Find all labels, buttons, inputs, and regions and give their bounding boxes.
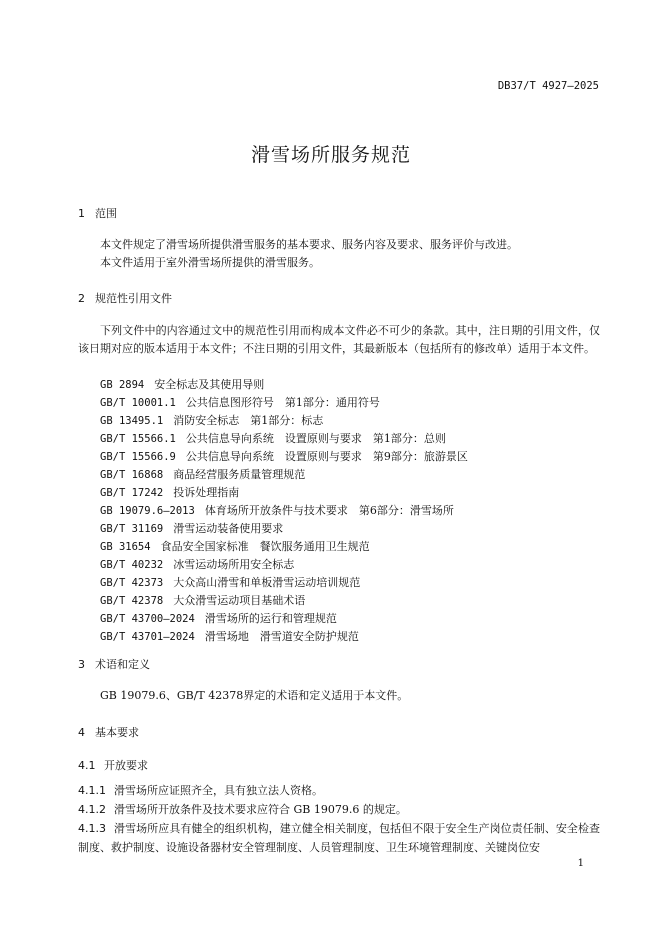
- clause-text: 滑雪场所开放条件及技术要求应符合 GB 19079.6 的规定。: [114, 803, 407, 816]
- reference-item: [100, 556, 294, 572]
- reference-item: [100, 466, 305, 482]
- scope-paragraph-1: 本文件规定了滑雪场所提供滑雪服务的基本要求、服务内容及要求、服务评价与改进。: [100, 238, 518, 251]
- clause-number: 4.1.2: [78, 803, 106, 816]
- reference-title: 投诉处理指南: [173, 486, 240, 499]
- reference-title: 滑雪场所的运行和管理规范: [204, 612, 337, 625]
- reference-title: 消防安全标志 第1部分：标志: [173, 414, 324, 427]
- reference-title: 体育场所开放条件与技术要求 第6部分：滑雪场所: [204, 504, 454, 517]
- section-1-heading: [78, 205, 117, 221]
- section-number: 1: [78, 207, 85, 220]
- clause-text: 滑雪场所应具有健全的组织机构，建立健全相关制度，包括但不限于安全生产岗位责任制、安全检查制度、救护制度、设施设备器材安全管理制度、人员管理制度、卫生环境管理制度、关键岗位安: [78, 822, 600, 854]
- standard-code: DB37/T 4927—2025: [497, 80, 599, 92]
- reference-code: GB/T 43701—2024: [100, 631, 195, 643]
- section-title: 术语和定义: [95, 658, 150, 671]
- reference-title: 大众滑雪运动项目基础术语: [173, 594, 306, 607]
- section-title: 规范性引用文件: [95, 292, 172, 305]
- reference-item: [100, 502, 454, 518]
- reference-code: GB/T 15566.1: [100, 433, 176, 445]
- section-4-heading: [78, 724, 139, 740]
- terms-paragraph: GB 19079.6、GB/T 42378界定的术语和定义适用于本文件。: [100, 689, 409, 702]
- clause-4-1-1: [78, 781, 600, 800]
- clause-number: 4.1.1: [78, 784, 106, 797]
- reference-item: [100, 412, 323, 428]
- section-title: 范围: [95, 207, 117, 220]
- section-3-heading: [78, 656, 150, 672]
- reference-code: GB 19079.6—2013: [100, 505, 195, 517]
- section-number: 4: [78, 726, 85, 739]
- reference-title: 大众高山滑雪和单板滑雪运动培训规范: [173, 576, 361, 589]
- references-intro: 下列文件中的内容通过文中的规范性引用而构成本文件必不可少的条款。其中，注日期的引用文件，仅该日期对应的版本适用于本文件；不注日期的引用文件，其最新版本（包括所有的修改单）适用于本文件。: [78, 324, 600, 355]
- reference-title: 商品经营服务质量管理规范: [173, 468, 306, 481]
- subsection-4-1-heading: [78, 757, 148, 773]
- reference-title: 冰雪运动场所用安全标志: [173, 558, 295, 571]
- reference-code: GB/T 17242: [100, 487, 164, 499]
- section-number: 3: [78, 658, 85, 671]
- reference-code: GB/T 31169: [100, 523, 164, 535]
- clause-number: 4.1.3: [78, 822, 106, 835]
- reference-code: GB/T 43700—2024: [100, 613, 195, 625]
- reference-code: GB 2894: [100, 379, 145, 391]
- reference-item: [100, 394, 380, 410]
- reference-title: 安全标志及其使用导则: [154, 378, 265, 391]
- reference-item: [100, 520, 283, 536]
- reference-code: GB/T 42378: [100, 595, 164, 607]
- reference-item: [100, 592, 305, 608]
- reference-item: [100, 628, 359, 644]
- reference-title: 公共信息导向系统 设置原则与要求 第9部分：旅游景区: [185, 450, 468, 463]
- reference-item: [100, 484, 239, 500]
- reference-title: 滑雪场地 滑雪道安全防护规范: [204, 630, 359, 643]
- reference-code: GB/T 10001.1: [100, 397, 176, 409]
- scope-paragraph-2: 本文件适用于室外滑雪场所提供的滑雪服务。: [100, 256, 320, 269]
- reference-item: [100, 430, 446, 446]
- section-2-heading: [78, 290, 172, 306]
- reference-code: GB 31654: [100, 541, 151, 553]
- clause-text: 滑雪场所应证照齐全，具有独立法人资格。: [114, 784, 323, 797]
- document-title: 滑雪场所服务规范: [250, 144, 411, 166]
- subsection-title: 开放要求: [104, 759, 148, 772]
- clause-4-1-3: [78, 819, 600, 857]
- section-number: 2: [78, 292, 85, 305]
- clause-4-1-2: [78, 800, 600, 819]
- reference-code: GB/T 42373: [100, 577, 164, 589]
- reference-title: 食品安全国家标准 餐饮服务通用卫生规范: [160, 540, 370, 553]
- subsection-number: 4.1: [78, 759, 96, 772]
- reference-item: [100, 610, 337, 626]
- reference-code: GB/T 15566.9: [100, 451, 176, 463]
- reference-title: 滑雪运动装备使用要求: [173, 522, 284, 535]
- reference-code: GB 13495.1: [100, 415, 164, 427]
- reference-code: GB/T 40232: [100, 559, 164, 571]
- reference-title: 公共信息图形符号 第1部分：通用符号: [185, 396, 380, 409]
- reference-item: [100, 448, 468, 464]
- reference-title: 公共信息导向系统 设置原则与要求 第1部分：总则: [185, 432, 446, 445]
- page-number: 1: [577, 858, 584, 869]
- reference-item: [100, 376, 264, 392]
- section-title: 基本要求: [95, 726, 139, 739]
- reference-item: [100, 538, 370, 554]
- reference-item: [100, 574, 360, 590]
- reference-code: GB/T 16868: [100, 469, 164, 481]
